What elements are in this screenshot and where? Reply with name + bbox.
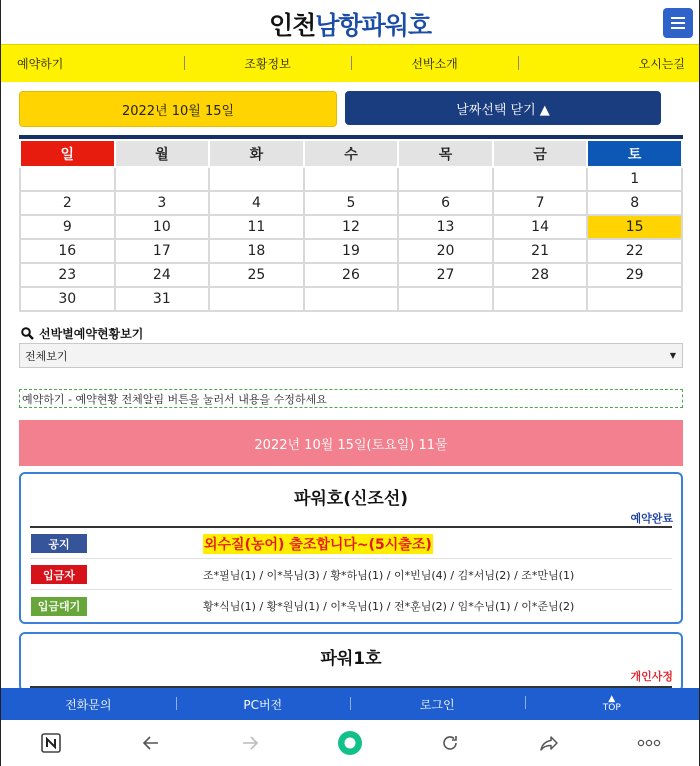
calendar-day[interactable]: 29 bbox=[587, 263, 682, 287]
calendar-day[interactable]: 17 bbox=[115, 239, 210, 263]
top-button[interactable] bbox=[525, 695, 700, 713]
weekday-wed: 수 bbox=[304, 140, 399, 167]
divider bbox=[30, 526, 672, 528]
calendar-day[interactable]: 6 bbox=[398, 191, 493, 215]
calendar-empty-cell bbox=[209, 287, 304, 311]
browser-toolbar bbox=[1, 720, 699, 766]
share-icon[interactable] bbox=[533, 727, 565, 759]
calendar-empty-cell bbox=[304, 167, 399, 191]
calendar-empty-cell bbox=[493, 167, 588, 191]
calendar-day[interactable]: 1 bbox=[587, 167, 682, 191]
selected-date-button[interactable]: 2022년 10월 15일 bbox=[19, 91, 337, 127]
calendar-week bbox=[20, 239, 682, 263]
weekday-sat: 토 bbox=[587, 140, 682, 167]
calendar-day[interactable]: 13 bbox=[398, 215, 493, 239]
nav-item-catch-info[interactable]: 조황정보 bbox=[184, 55, 351, 72]
dropdown-arrow-icon: ▼ bbox=[669, 351, 676, 360]
calendar-empty-cell bbox=[493, 287, 588, 311]
calendar-day[interactable]: 11 bbox=[209, 215, 304, 239]
notice-message: 외수질(농어) 출조합니다~(5시출조) bbox=[203, 534, 433, 554]
calendar-empty-cell bbox=[304, 287, 399, 311]
main-nav bbox=[1, 44, 699, 82]
calendar-day[interactable]: 28 bbox=[493, 263, 588, 287]
notice-tag: 공지 bbox=[31, 534, 87, 553]
calendar-day[interactable]: 12 bbox=[304, 215, 399, 239]
boat-name: 파워호(신조선) bbox=[293, 489, 409, 509]
calendar-day[interactable]: 23 bbox=[20, 263, 115, 287]
phone-inquiry-button[interactable]: 전화문의 bbox=[65, 697, 112, 712]
calendar-day[interactable]: 16 bbox=[20, 239, 115, 263]
pc-version-button[interactable]: PC버전 bbox=[176, 696, 351, 713]
calendar bbox=[19, 135, 683, 312]
paid-list: 조*필님(1) / 이*복님(3) / 황*하님(1) / 이*빈님(4) / 김*서님(2) / 조*만님(1) bbox=[203, 568, 575, 582]
boat-filter-select[interactable] bbox=[19, 343, 683, 368]
calendar-day[interactable]: 31 bbox=[115, 287, 210, 311]
forward-icon[interactable] bbox=[234, 727, 266, 759]
calendar-day[interactable]: 8 bbox=[587, 191, 682, 215]
paid-tag: 입금자 bbox=[31, 565, 87, 584]
calendar-day[interactable]: 27 bbox=[398, 263, 493, 287]
waiting-row bbox=[30, 591, 672, 621]
boat-name: 파워1호 bbox=[320, 649, 382, 669]
waiting-tag: 입금대기 bbox=[31, 597, 87, 616]
home-icon[interactable] bbox=[334, 727, 366, 759]
calendar-week bbox=[20, 263, 682, 287]
calendar-empty-cell bbox=[398, 287, 493, 311]
nav-item-directions[interactable]: 오시는길 bbox=[518, 55, 699, 72]
boat-status: 예약완료 bbox=[630, 512, 673, 525]
weekday-mon: 월 bbox=[115, 140, 210, 167]
day-banner: 2022년 10월 15일(토요일) 11물 bbox=[19, 420, 683, 466]
logo-part1: 인천 bbox=[268, 11, 316, 40]
calendar-day[interactable]: 3 bbox=[115, 191, 210, 215]
waiting-list: 황*식님(1) / 황*원님(1) / 이*욱님(1) / 전*훈님(2) / 임*수님(1) / 이*준님(2) bbox=[203, 600, 575, 613]
close-date-picker-button[interactable]: 날짜선택 닫기 ▲ bbox=[345, 91, 661, 125]
n-icon[interactable] bbox=[35, 727, 67, 759]
calendar-week bbox=[20, 215, 682, 239]
calendar-empty-cell bbox=[398, 167, 493, 191]
calendar-day[interactable]: 18 bbox=[209, 239, 304, 263]
calendar-day[interactable]: 21 bbox=[493, 239, 588, 263]
more-icon[interactable] bbox=[633, 727, 665, 759]
notice-text: 예약하기 - 예약현황 전체알림 버튼을 눌러서 내용을 수정하세요 bbox=[19, 389, 683, 408]
calendar-day[interactable]: 9 bbox=[20, 215, 115, 239]
calendar-day[interactable]: 2 bbox=[20, 191, 115, 215]
calendar-day[interactable]: 20 bbox=[398, 239, 493, 263]
calendar-day[interactable]: 19 bbox=[304, 239, 399, 263]
bottom-bar bbox=[1, 688, 699, 720]
notice-row bbox=[30, 529, 672, 559]
calendar-day[interactable]: 14 bbox=[493, 215, 588, 239]
weekday-fri: 금 bbox=[493, 140, 588, 167]
filter-label-text: 선박별예약현황보기 bbox=[39, 327, 144, 341]
boat-status: 개인사정 bbox=[630, 670, 673, 683]
calendar-day[interactable]: 24 bbox=[115, 263, 210, 287]
reload-icon[interactable] bbox=[434, 727, 466, 759]
filter-label bbox=[21, 325, 143, 342]
calendar-week bbox=[20, 287, 682, 311]
header bbox=[1, 0, 699, 44]
top-label: TOP bbox=[602, 703, 621, 713]
calendar-day[interactable]: 7 bbox=[493, 191, 588, 215]
calendar-week bbox=[20, 167, 682, 191]
boat-filter-value: 전체보기 bbox=[25, 349, 68, 363]
calendar-empty-cell bbox=[20, 167, 115, 191]
weekday-thu: 목 bbox=[398, 140, 493, 167]
weekday-sun: 일 bbox=[20, 140, 115, 167]
calendar-day[interactable]: 15 bbox=[587, 215, 682, 239]
nav-item-boat-intro[interactable]: 선박소개 bbox=[351, 55, 518, 72]
paid-row bbox=[30, 560, 672, 590]
calendar-day[interactable]: 22 bbox=[587, 239, 682, 263]
calendar-day[interactable]: 4 bbox=[209, 191, 304, 215]
calendar-week bbox=[20, 191, 682, 215]
weekday-tue: 화 bbox=[209, 140, 304, 167]
site-logo[interactable] bbox=[1, 6, 699, 42]
calendar-day[interactable]: 30 bbox=[20, 287, 115, 311]
calendar-day[interactable]: 5 bbox=[304, 191, 399, 215]
back-icon[interactable] bbox=[135, 727, 167, 759]
login-button[interactable]: 로그인 bbox=[350, 696, 525, 713]
nav-item-reservation[interactable]: 예약하기 bbox=[17, 57, 64, 71]
logo-part2: 남항파워호 bbox=[315, 11, 432, 40]
hamburger-menu-icon[interactable] bbox=[663, 8, 693, 38]
calendar-empty-cell bbox=[209, 167, 304, 191]
boat-card bbox=[19, 632, 683, 692]
boat-card bbox=[19, 472, 683, 624]
up-arrow-icon: ▲ bbox=[608, 694, 616, 704]
calendar-empty-cell bbox=[115, 167, 210, 191]
calendar-day[interactable]: 10 bbox=[115, 215, 210, 239]
calendar-empty-cell bbox=[587, 287, 682, 311]
search-icon bbox=[21, 327, 34, 340]
calendar-day[interactable]: 25 bbox=[209, 263, 304, 287]
calendar-day[interactable]: 26 bbox=[304, 263, 399, 287]
